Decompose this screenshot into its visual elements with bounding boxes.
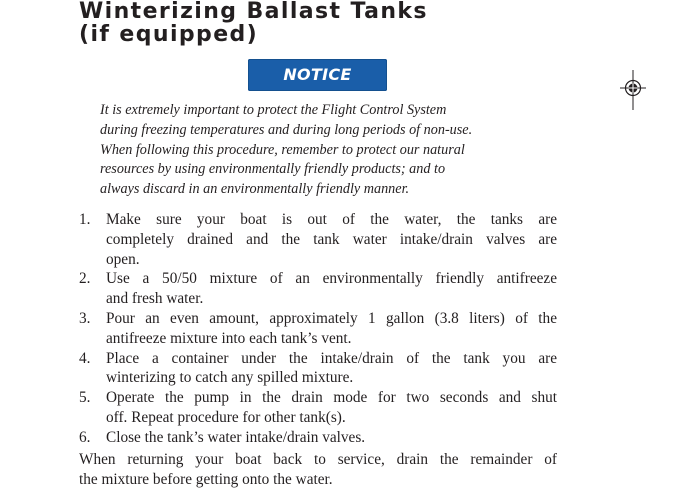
step-text-line: completely drained and the tank water intake/drain valves are [106, 230, 557, 248]
step-text-line: open. [106, 250, 140, 268]
section-heading-line-1: Winterizing Ballast Tanks [79, 0, 428, 24]
notice-badge: NOTICE [248, 59, 387, 91]
closing-line: When returning your boat back to service, drain the remainder of [79, 451, 557, 468]
step-text-line: and fresh water. [106, 290, 204, 308]
step-text-line: Close the tank’s water intake/drain valves. [106, 428, 366, 446]
notice-text-line: When following this procedure, remember to protect our natural [100, 141, 465, 158]
procedure-step-2 [79, 269, 557, 309]
procedure-steps [79, 210, 557, 448]
step-text-line: winterizing to catch any spilled mixture. [106, 369, 354, 387]
notice-text-line: always discard in an environmentally friendly manner. [100, 181, 410, 198]
closing-line: the mixture before getting onto the water. [79, 470, 333, 488]
step-text-line: Operate the pump in the drain mode for two seconds and shut [106, 389, 557, 407]
step-text [106, 309, 557, 349]
procedure-step-1 [79, 210, 557, 269]
section-heading [79, 0, 428, 46]
step-text [106, 388, 557, 428]
step-number: 6. [79, 428, 91, 446]
step-text-line: Pour an even amount, approximately 1 gallon (3.8 liters) of the [106, 309, 557, 327]
step-text [106, 349, 557, 389]
procedure-step-4 [79, 349, 557, 389]
step-number: 3. [79, 309, 91, 327]
procedure-step-3 [79, 309, 557, 349]
closing-paragraph [79, 450, 557, 490]
section-heading-line-2: (if equipped) [79, 22, 259, 47]
step-text-line: Make sure your boat is out of the water, the tanks are [106, 211, 557, 228]
step-number: 2. [79, 270, 91, 288]
crosshair-registration-icon [618, 70, 648, 110]
step-text-line: antifreeze mixture into each tank’s vent. [106, 329, 352, 347]
step-number: 5. [79, 389, 91, 407]
step-text [106, 428, 557, 448]
notice-text [100, 101, 580, 200]
step-number: 4. [79, 349, 91, 367]
step-number: 1. [79, 211, 91, 228]
step-text [106, 269, 557, 309]
procedure-step-5 [79, 388, 557, 428]
notice-text-line: during freezing temperatures and during long periods of non-use. [100, 121, 473, 138]
notice-text-line: resources by using environmentally friendly products; and to [100, 161, 446, 178]
notice-text-line: It is extremely important to protect the Flight Control System [100, 102, 447, 118]
step-text-line: off. Repeat procedure for other tank(s). [106, 408, 346, 426]
step-text-line: Use a 50/50 mixture of an environmentally friendly antifreeze [106, 270, 557, 288]
step-text [106, 210, 557, 269]
procedure-step-6 [79, 428, 557, 448]
step-text-line: Place a container under the intake/drain of the tank you are [106, 349, 557, 367]
